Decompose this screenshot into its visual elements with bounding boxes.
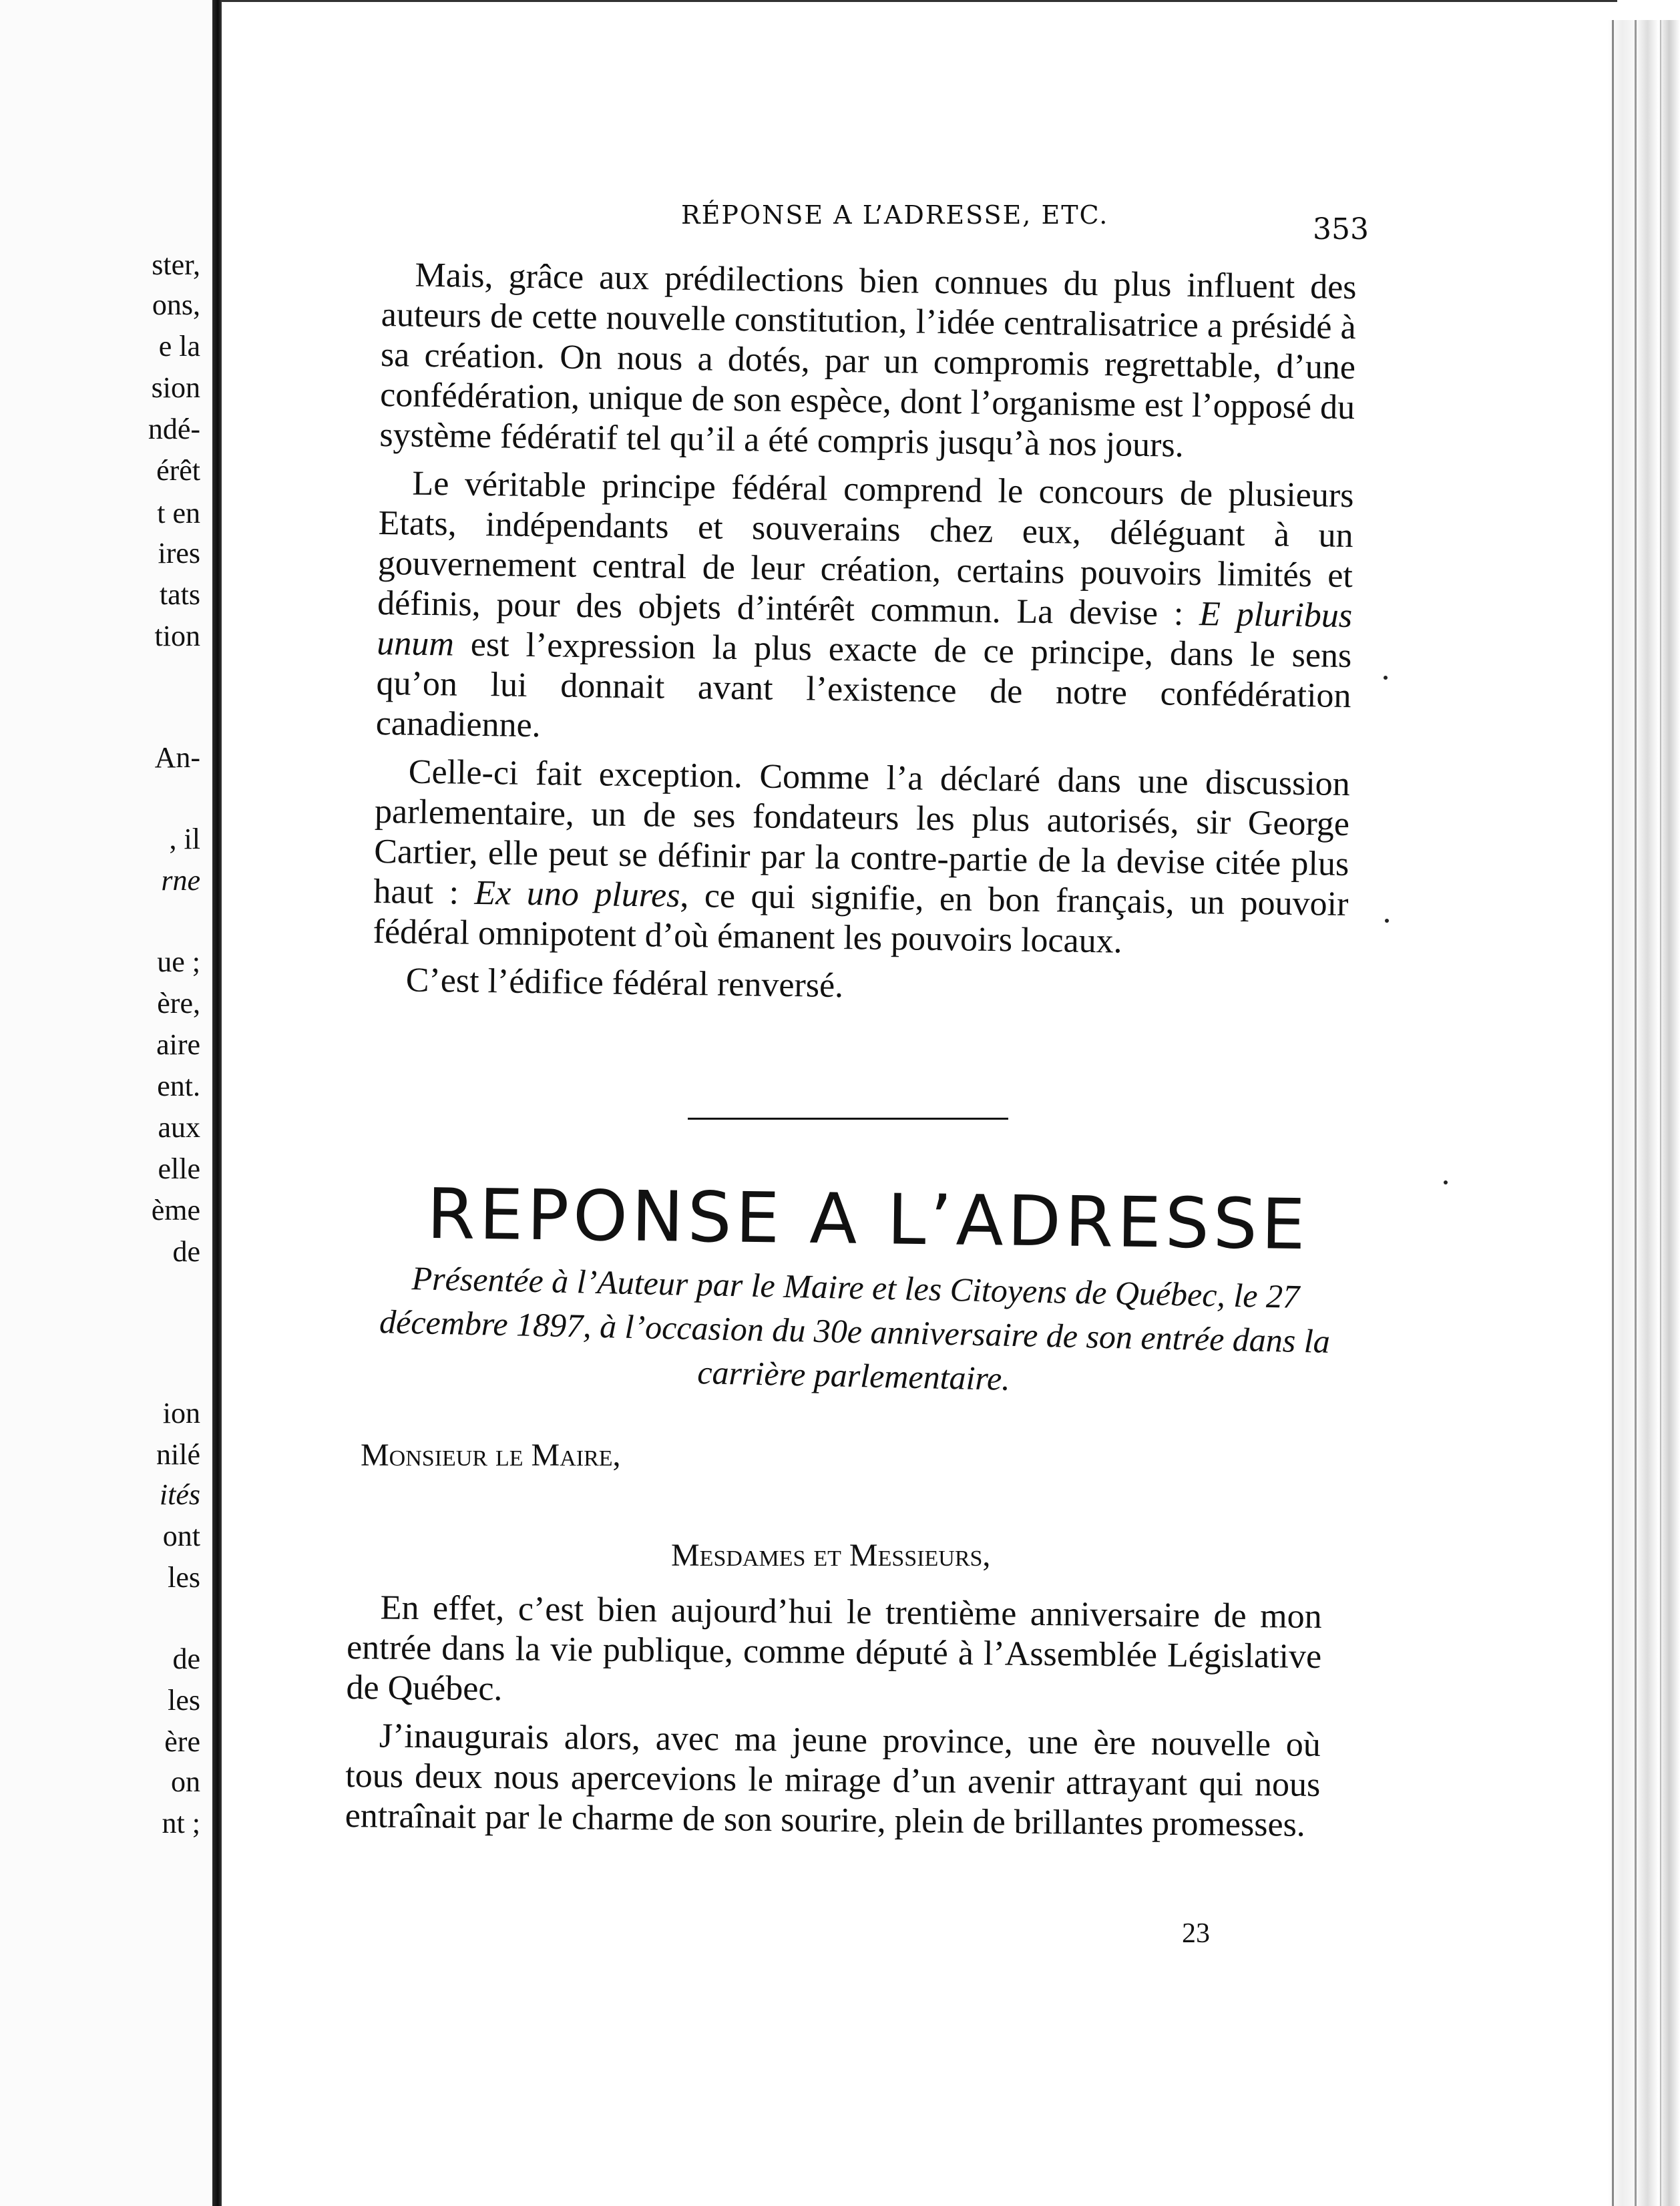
left-page-fragment: on: [171, 1765, 200, 1798]
section-title: REPONSE A L’ADRESSE: [426, 1172, 1310, 1266]
left-page-fragment: sion: [151, 371, 200, 404]
section-divider: [688, 1118, 1008, 1120]
left-page-fragment: aux: [158, 1111, 200, 1144]
left-page-fragment: e la: [158, 330, 200, 363]
left-page-fragment: elle: [158, 1152, 200, 1185]
left-page-fragment: aire: [156, 1028, 200, 1061]
page-top-edge: [222, 0, 1617, 2]
left-page-fragment: les: [168, 1684, 200, 1717]
left-page-fragment: ires: [158, 537, 200, 570]
left-page-fragment: ue ;: [157, 945, 200, 978]
latin-motto: Ex uno plures: [474, 873, 680, 915]
left-page-fragment: érêt: [156, 454, 200, 487]
salutation-mayor: Monsieur le Maire,: [361, 1438, 621, 1473]
print-speck: [1384, 676, 1388, 680]
left-page-fragment: nilé: [156, 1438, 200, 1471]
left-page-fragment: de: [172, 1235, 200, 1268]
left-page-fragment: An-: [154, 741, 200, 774]
paragraph: Mais, grâce aux prédilections bien connues du plus influent des auteurs de cette nouvelle constitution, l’idée centralisatrice a présidé à sa création. On nous a dotés, par un compromis regrettable, d’une confédération, unique de son espèce, dont l’organisme est l’opposé du système fédératif tel qu’il a été compris jusqu’à nos jours.: [379, 256, 1357, 465]
body-text-top: [372, 255, 1357, 1021]
left-page-fragment: les: [168, 1561, 200, 1594]
body-text-bottom: [345, 1588, 1322, 1853]
left-page-fragment: de: [172, 1642, 200, 1675]
page-number: 353: [1313, 212, 1369, 246]
left-page-fragment: tion: [154, 620, 200, 652]
salutation-audience: Mesdames et Messieurs,: [671, 1538, 991, 1573]
left-page-fragment: nt ;: [162, 1807, 200, 1839]
left-page-fragment: ons,: [152, 288, 200, 321]
running-head: RÉPONSE A L’ADRESSE, ETC.: [681, 200, 1109, 230]
left-page-fragment: , il: [169, 823, 200, 855]
left-page-fragment: ndé-: [148, 413, 200, 445]
left-facing-page: [0, 0, 222, 2206]
paragraph: C’est l’édifice fédéral renversé.: [405, 961, 844, 1006]
left-page-fragment: ités: [159, 1478, 200, 1511]
left-page-fragment: rne: [161, 864, 200, 897]
print-speck: [1385, 919, 1389, 923]
signature-mark: 23: [1182, 1918, 1210, 1949]
left-page-fragment: ion: [162, 1397, 200, 1429]
left-page-fragment: tats: [159, 578, 200, 611]
paragraph: Le véritable principe fédéral comprend le concours de plusieurs Etats, indépendants et souverains chez eux, déléguant à un gouvernement central de leur création, certains pouvoirs limités et définis, pour des objets d’intérêt commun. La devise : E pluribus unum est l’expression la plus exacte de ce principe, dans le sens qu’on lui donnait avant l’existence de notre confédération canadienne.: [375, 464, 1354, 745]
page-edge-stack: [1608, 20, 1680, 2206]
left-page-fragment: ont: [162, 1520, 200, 1552]
left-page-fragment: ère: [164, 1725, 200, 1758]
paragraph: J’inaugurais alors, avec ma jeune province, une ère nouvelle où tous deux nous apercevions le mirage d’un avenir attrayant qui nous entraînait par le charme de son sourire, plein de brillantes promesses.: [345, 1717, 1321, 1844]
left-page-fragment: t en: [157, 497, 200, 529]
section-subtitle: Présentée à l’Auteur par le Maire et les Citoyens de Québec, le 27 décembre 1897, à l’occasion du 30e anniversaire de son entrée dans la carrière parlementaire.: [379, 1259, 1331, 1397]
paragraph: En effet, c’est bien aujourd’hui le trentième anniversaire de mon entrée dans la vie publique, comme député à l’Assemblée Législative de Québec.: [346, 1588, 1322, 1709]
left-page-fragment: ème: [151, 1194, 200, 1227]
left-page-fragment: ent.: [157, 1070, 200, 1102]
latin-motto: E pluribus unum: [377, 595, 1353, 664]
left-page-fragment: ère,: [157, 987, 200, 1020]
print-speck: [1444, 1180, 1448, 1184]
left-page-fragment: ster,: [152, 248, 200, 281]
paragraph: Celle-ci fait exception. Comme l’a déclaré dans une discussion parlementaire, un de ses fondateurs les plus autorisés, sir George Cartier, elle peut se définir par la contre-partie de la devise citée plus haut : Ex uno plures, ce qui signifie, en bon français, un pouvoir fédéral omnipotent d’où émanent les pouvoirs locaux.: [373, 752, 1351, 961]
book-gutter: [212, 0, 222, 2206]
